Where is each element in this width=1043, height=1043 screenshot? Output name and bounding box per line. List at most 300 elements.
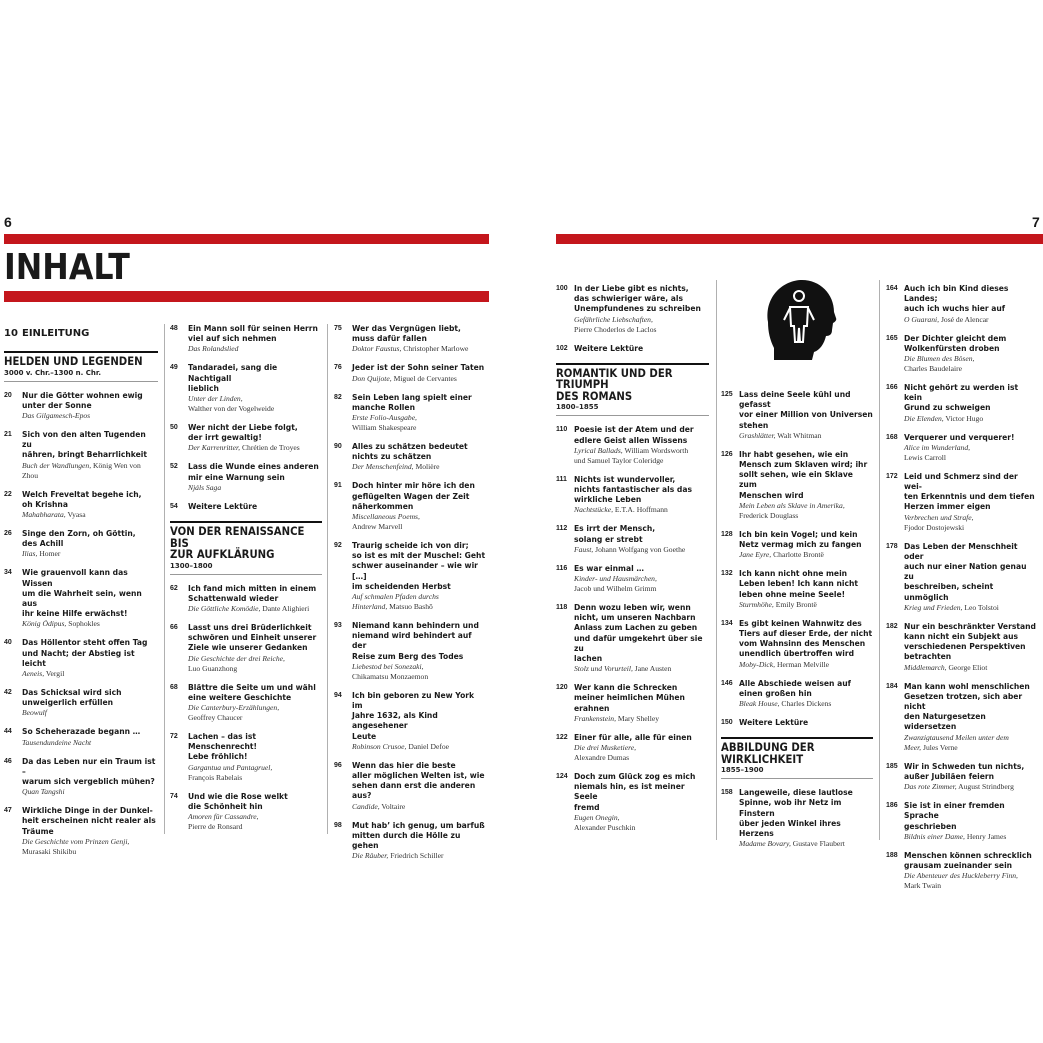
toc-entry-title: Tandaradei, sang die Nachtigall lieblich — [188, 363, 278, 393]
toc-entry-page-number: 76 — [334, 364, 342, 372]
toc-entry[interactable] — [170, 683, 322, 723]
toc-entry-page-number: 96 — [334, 761, 342, 769]
toc-entry-title: Man kann wohl menschlichen Gesetzen trotzen, sich aber nicht den Naturgesetzen widersetzen — [904, 681, 1030, 732]
toc-entry-title: Mut hab’ ich genug, um barfuß mitten durch die Hölle zu gehen — [352, 820, 485, 851]
toc-entry-body — [574, 284, 709, 335]
toc-entry[interactable] — [4, 757, 158, 798]
section-title: HELDEN UND LEGENDEN — [4, 354, 143, 368]
toc-entry-page-number: 146 — [721, 679, 733, 687]
toc-entry-body — [739, 788, 873, 849]
toc-entry-page-number: 66 — [170, 623, 178, 631]
toc-entry[interactable] — [170, 423, 322, 453]
toc-entry-source — [574, 813, 709, 833]
toc-entry-title: Jeder ist der Sohn seiner Taten — [352, 363, 485, 373]
toc-entry-body — [22, 806, 158, 857]
toc-entry[interactable] — [886, 542, 1038, 613]
toc-intro-label: EINLEITUNG — [22, 328, 90, 339]
toc-entry-page-number: 165 — [886, 334, 898, 342]
toc-entry-work: O Guarani, — [904, 314, 940, 324]
toc-entry-source — [739, 431, 873, 441]
toc-entry-body — [188, 423, 322, 453]
toc-entry[interactable] — [556, 772, 709, 833]
page-number-right: 7 — [1032, 214, 1040, 230]
toc-entry-source — [352, 374, 486, 384]
toc-entry[interactable] — [721, 530, 873, 560]
toc-entry-page-number: 184 — [886, 682, 898, 690]
toc-entry-source — [22, 708, 158, 718]
toc-entries — [170, 324, 322, 512]
toc-entry-title: Wenn das hier die beste aller möglichen Welten ist, wie sehen dann erst die anderen aus? — [352, 760, 485, 801]
toc-entry-body — [904, 682, 1038, 753]
toc-entry-body — [352, 481, 486, 532]
toc-entry-page-number: 42 — [4, 688, 12, 696]
toc-entry-page-number: 178 — [886, 542, 898, 550]
toc-entry-body — [22, 568, 158, 629]
toc-entry-page-number: 54 — [170, 502, 178, 510]
toc-entry-source — [352, 413, 486, 433]
toc-entry[interactable] — [170, 324, 322, 354]
toc-entry-body — [904, 622, 1038, 673]
toc-entry[interactable] — [170, 732, 322, 783]
section-years: 3000 v. Chr.–1300 n. Chr. — [4, 368, 158, 382]
toc-entry-author: Jane Austen — [634, 664, 672, 674]
toc-entry-work: Der Menschenfeind, — [352, 462, 414, 472]
toc-entry-work: Tausendundeine Nacht — [22, 737, 92, 747]
toc-entry[interactable] — [556, 683, 709, 724]
toc-entries — [170, 584, 322, 832]
toc-entry-body — [739, 569, 873, 610]
toc-entry[interactable] — [170, 363, 322, 414]
toc-entry-source — [22, 738, 158, 748]
toc-entry[interactable] — [4, 688, 158, 718]
toc-entry-body — [352, 541, 486, 612]
toc-entry-page-number: 188 — [886, 851, 898, 859]
toc-entry-author: Murasaki Shikibu — [22, 846, 77, 856]
toc-entry-source — [188, 604, 322, 614]
toc-entry-body — [352, 324, 486, 354]
toc-entry[interactable] — [886, 284, 1038, 325]
toc-entry[interactable] — [170, 462, 322, 492]
toc-entry-title: Alles zu schätzen bedeutet nichts zu schätzen — [352, 442, 468, 462]
column-divider — [327, 324, 328, 834]
toc-entry-source — [352, 512, 486, 532]
toc-entry-page-number: 124 — [556, 772, 568, 780]
toc-entry-author: Voltaire — [381, 801, 406, 811]
toc-entry-work: Liebestod bei Sonezaki, — [352, 661, 424, 671]
toc-column-6 — [886, 284, 1038, 900]
toc-entry-page-number: 98 — [334, 821, 342, 829]
toc-entry-author: Walther von der Vogelweide — [188, 404, 275, 414]
toc-entry[interactable] — [334, 363, 486, 383]
toc-entry-author: Leo Tolstoi — [964, 602, 999, 612]
toc-entry[interactable] — [721, 788, 873, 849]
toc-entry-work: Die Göttliche Komödie, — [188, 603, 261, 613]
toc-entry-body — [739, 530, 873, 560]
toc-entry-body — [188, 683, 322, 723]
toc-entry[interactable] — [886, 433, 1038, 463]
toc-entry-title: Weitere Lektüre — [574, 343, 644, 353]
toc-entry[interactable] — [556, 564, 709, 594]
toc-entry[interactable] — [556, 344, 709, 354]
toc-entry[interactable] — [886, 762, 1038, 792]
toc-entry-author: Pierre de Ronsard — [188, 821, 243, 831]
toc-entry[interactable] — [721, 390, 873, 441]
toc-entry-title: In der Liebe gibt es nichts, das schwieriger wäre, als Unempfundenes zu schreiben — [574, 284, 701, 314]
toc-entry-author: Vyasa — [67, 509, 86, 519]
toc-entry[interactable] — [170, 792, 322, 832]
toc-entry[interactable] — [334, 481, 486, 532]
toc-entry-work: Mahabharata, — [22, 509, 66, 519]
toc-entry-title: Weitere Lektüre — [188, 501, 258, 511]
toc-entry-work: Das Gilgamesch-Epos — [22, 410, 91, 420]
toc-entry-source — [574, 664, 709, 674]
toc-entry-work: Gefährliche Liebschaften, — [574, 314, 653, 324]
toc-entry[interactable] — [886, 334, 1038, 374]
toc-entry-body — [574, 683, 709, 724]
toc-entry[interactable] — [4, 568, 158, 629]
toc-entry[interactable] — [170, 502, 322, 512]
toc-entry[interactable] — [4, 529, 158, 559]
toc-entry-source — [352, 851, 486, 861]
toc-entry-title: Ihr habt gesehen, wie ein Mensch zum Sklaven wird; ihr sollt sehen, wie ein Sklave zum Menschen wird — [739, 449, 868, 500]
toc-entry-work: König Ödipus, — [22, 619, 67, 629]
toc-entry-source — [574, 574, 709, 594]
toc-entry[interactable] — [4, 638, 158, 679]
toc-entry-work: Aeneis, — [22, 668, 45, 678]
toc-entry-page-number: 46 — [4, 757, 12, 765]
toc-entry[interactable] — [721, 569, 873, 610]
toc-entry-page-number: 44 — [4, 728, 12, 736]
toc-entry-body — [739, 619, 873, 670]
toc-entry-work: Grashlätter, — [739, 430, 776, 440]
toc-entry-source — [904, 782, 1038, 792]
toc-entry-page-number: 185 — [886, 762, 898, 770]
toc-entry-title: Es irrt der Mensch, solang er strebt — [574, 524, 656, 544]
toc-entry-body — [574, 425, 709, 465]
toc-entry-body — [574, 772, 709, 833]
toc-entry-work: Die Elenden, — [904, 413, 944, 423]
toc-entry-author: Walt Whitman — [777, 430, 822, 440]
toc-entry[interactable] — [4, 806, 158, 857]
toc-entry-author: Charles Dickens — [781, 699, 832, 709]
toc-entry[interactable] — [4, 727, 158, 747]
toc-entry-work: Die Räuber, — [352, 851, 389, 861]
toc-entry-title: Ich fand mich mitten in einem Schattenwald wieder — [188, 583, 317, 603]
toc-entry-page-number: 164 — [886, 285, 898, 292]
toc-entry-source — [188, 483, 322, 493]
toc-entry[interactable] — [886, 801, 1038, 842]
toc-entry-title: Es war einmal … — [574, 563, 644, 573]
toc-entry-page-number: 90 — [334, 443, 342, 451]
toc-entry-title: Einer für alle, alle für einen — [574, 732, 692, 742]
toc-entry-source — [574, 743, 709, 763]
toc-entry-work: Die Geschichte der drei Reiche, — [188, 653, 285, 663]
toc-entry-page-number: 82 — [334, 393, 342, 401]
toc-entry-work: Nachtstücke, — [574, 505, 614, 515]
toc-entry-title: Wir in Schweden tun nichts, außer Jubiläen feiern — [904, 761, 1025, 781]
toc-entry-page-number: 94 — [334, 691, 342, 699]
toc-entry-work: Jane Eyre, — [739, 550, 772, 560]
toc-entry-page-number: 186 — [886, 802, 898, 810]
section-years: 1800–1855 — [556, 402, 709, 416]
toc-entry-body — [352, 761, 486, 812]
toc-entry-page-number: 182 — [886, 622, 898, 630]
toc-entry[interactable] — [334, 621, 486, 682]
toc-entry-source — [22, 549, 158, 559]
toc-entry-page-number: 92 — [334, 542, 342, 550]
toc-entry-body — [574, 475, 709, 516]
toc-entry-source — [352, 344, 486, 354]
toc-entry-title: Ich bin geboren zu New York im Jahre 1632, als Kind angesehener Leute — [352, 690, 475, 741]
toc-entry-source — [739, 550, 873, 560]
toc-entry-title: Denn wozu leben wir, wenn nicht, um unseren Nachbarn Anlass zum Lachen zu geben und dafür umgekehrt über sie zu lachen — [574, 602, 703, 663]
section-heading — [721, 737, 873, 779]
toc-entry[interactable] — [334, 442, 486, 472]
toc-entry-page-number: 52 — [170, 463, 178, 471]
toc-entry-author: Friedrich Schiller — [390, 851, 444, 861]
toc-entry-work: Zwanzigtausend Meilen unter dem Meer, — [904, 732, 1009, 752]
toc-entry[interactable] — [556, 603, 709, 674]
toc-entry-author: Matsuo Bashō — [389, 602, 433, 612]
column-divider — [879, 280, 880, 840]
toc-entry-title: Welch Freveltat begehe ich, oh Krishna — [22, 489, 142, 509]
toc-entry-work: Der Karrenritter, — [188, 443, 241, 453]
toc-entry-source — [22, 837, 158, 857]
toc-entry[interactable] — [556, 425, 709, 465]
toc-entry[interactable] — [886, 851, 1038, 891]
toc-entry-title: Langeweile, diese lautlose Spinne, wob ihr Netz im Finstern über jeden Winkel ihres Herzens — [739, 788, 853, 839]
toc-entry-source — [739, 699, 873, 709]
toc-entry-page-number: 116 — [556, 564, 568, 572]
toc-entry-title: Das Höllentor steht offen Tag und Nacht; der Abstieg ist leicht — [22, 638, 148, 668]
toc-entry[interactable] — [721, 679, 873, 709]
toc-entry-body — [22, 490, 158, 520]
silhouette-head-figure-icon — [758, 278, 838, 360]
toc-entry[interactable] — [721, 450, 873, 521]
toc-entry[interactable] — [334, 324, 486, 354]
toc-entry-work: Don Quijote, — [352, 373, 392, 383]
toc-entry-body — [739, 390, 873, 441]
toc-column-4 — [556, 284, 709, 842]
toc-entries — [556, 284, 709, 354]
toc-entry-title: Leid und Schmerz sind der wei- ten Erkenntnis und dem tiefen Herzen immer eigen — [904, 471, 1035, 512]
toc-entry-body — [22, 638, 158, 679]
toc-entry-title: Ich kann nicht ohne mein Leben leben! Ich kann nicht leben ohne meine Seele! — [739, 569, 859, 599]
toc-entry-body — [904, 851, 1038, 891]
toc-entry[interactable] — [170, 623, 322, 674]
toc-entry-author: Molière — [415, 462, 440, 472]
toc-entry-page-number: 22 — [4, 490, 12, 498]
toc-entry-work: Bildnis einer Dame, — [904, 831, 965, 841]
toc-entry-source — [904, 315, 1038, 325]
toc-entry-author: Andrew Marvell — [352, 522, 403, 532]
toc-entry-source — [904, 832, 1038, 842]
toc-entry-body — [352, 821, 486, 862]
toc-intro[interactable] — [4, 328, 158, 339]
toc-entry-body — [188, 732, 322, 783]
toc-entry-title: Poesie ist der Atem und der edlere Geist allen Wissens — [574, 425, 694, 445]
toc-entry[interactable] — [334, 691, 486, 752]
column-divider — [164, 324, 165, 834]
toc-entry-source — [352, 802, 486, 812]
page-number-left: 6 — [4, 214, 12, 230]
toc-entry-author: Luo Guanzhong — [188, 663, 238, 673]
toc-entry[interactable] — [886, 682, 1038, 753]
toc-entries — [886, 284, 1038, 891]
toc-entry[interactable] — [556, 524, 709, 554]
toc-entry-page-number: 49 — [170, 364, 178, 372]
toc-entry-title: Sein Leben lang spielt einer manche Rollen — [352, 392, 472, 412]
toc-entry-author: Miguel de Cervantes — [393, 373, 457, 383]
toc-entry-source — [352, 662, 486, 682]
toc-entry-author: Pierre Choderlos de Laclos — [574, 324, 657, 334]
toc-entry-page-number: 120 — [556, 684, 568, 692]
toc-entry-body — [188, 792, 322, 832]
toc-entry[interactable] — [334, 393, 486, 433]
toc-entry[interactable] — [886, 383, 1038, 424]
toc-entry[interactable] — [886, 622, 1038, 673]
toc-entry-work: Ilias, — [22, 549, 38, 559]
toc-entry-body — [574, 564, 709, 594]
toc-entry-title: Wer das Vergnügen liebt, muss dafür fallen — [352, 324, 461, 344]
toc-entry-title: Sich von den alten Tugenden zu nähren, bringt Beharrlichkeit — [22, 429, 147, 460]
toc-entry-work: Candide, — [352, 801, 380, 811]
toc-entry[interactable] — [334, 541, 486, 612]
toc-entry-title: Wer kann die Schrecken meiner heimlichen Mühen erahnen — [574, 683, 685, 713]
toc-entry-author: Charlotte Brontë — [773, 550, 824, 560]
toc-entry-source — [574, 545, 709, 555]
toc-entry-body — [352, 621, 486, 682]
toc-entry[interactable] — [556, 475, 709, 516]
toc-entry[interactable] — [886, 472, 1038, 533]
toc-entry-title: Traurig scheide ich von dir; so ist es mit der Muschel: Geht schwer auseinander – wie wir […] im scheidenden Herbst — [352, 541, 486, 591]
toc-entry-body — [574, 524, 709, 554]
toc-entry[interactable] — [556, 284, 709, 335]
toc-entry-body — [188, 462, 322, 492]
toc-entry-source — [904, 663, 1038, 673]
page-title: INHALT — [4, 247, 130, 288]
toc-entry-body — [22, 727, 158, 747]
toc-entry-source — [574, 315, 709, 335]
toc-entry-source — [22, 669, 158, 679]
toc-entry-source — [739, 839, 873, 849]
toc-entry-author: Jacob und Wilhelm Grimm — [574, 583, 657, 593]
toc-entry-page-number: 68 — [170, 683, 178, 691]
toc-entry-work: Unter der Linden, — [188, 394, 243, 404]
toc-entry-author: Dante Alighieri — [262, 603, 310, 613]
toc-entry-body — [188, 584, 322, 614]
toc-entry-title: Auch ich bin Kind dieses Landes; auch ich wuchs hier auf — [904, 284, 1009, 314]
toc-entry-source — [22, 787, 158, 797]
toc-entry-title: Da das Leben nur ein Traum ist – warum sich vergeblich mühen? — [22, 756, 156, 786]
toc-entry-body — [904, 472, 1038, 533]
toc-entry-page-number: 62 — [170, 584, 178, 592]
toc-entry-body — [22, 529, 158, 559]
toc-entry-body — [904, 334, 1038, 374]
toc-entry-source — [22, 510, 158, 520]
toc-entry-work: Die Geschichte vom Prinzen Genji, — [22, 836, 130, 846]
toc-entry-title: Nicht gehört zu werden ist kein Grund zu schweigen — [904, 383, 1019, 413]
toc-entry-source — [739, 501, 873, 521]
toc-entry-work: Krieg und Frieden, — [904, 602, 963, 612]
toc-entry-work: Verbrechen und Strafe, — [904, 512, 974, 522]
toc-entry-work: Das Rolandslied — [188, 344, 239, 354]
toc-entry-source — [188, 394, 322, 414]
toc-entry-work: Die drei Musketiere, — [574, 742, 637, 752]
toc-entry-body — [352, 442, 486, 472]
toc-entry-work: Sturmhöhe, — [739, 599, 774, 609]
toc-entry-title: Das Schicksal wird sich unweigerlich erfüllen — [22, 687, 122, 708]
toc-entry-page-number: 134 — [721, 619, 733, 627]
toc-entry-page-number: 74 — [170, 792, 178, 800]
toc-entry-work: Bleak House, — [739, 699, 780, 709]
toc-entries — [556, 425, 709, 832]
toc-entry[interactable] — [334, 761, 486, 812]
toc-entry-author: Sophokles — [68, 619, 100, 629]
toc-entry-page-number: 48 — [170, 325, 178, 332]
toc-entry-author: Vergil — [45, 668, 65, 678]
toc-entries — [4, 391, 158, 857]
toc-entry-body — [904, 284, 1038, 325]
toc-entry-page-number: 91 — [334, 482, 342, 490]
section-heading — [556, 363, 709, 417]
toc-entry-title: Doch zum Glück zog es mich niemals hin, es ist meiner Seele fremd — [574, 771, 696, 812]
toc-entry-page-number: 75 — [334, 325, 342, 332]
toc-entry-work: Miscellaneous Poems, — [352, 512, 420, 522]
toc-entry-author: Alexander Puschkin — [574, 822, 636, 832]
toc-entry[interactable] — [556, 733, 709, 763]
toc-entry-body — [352, 363, 486, 383]
toc-entry-author: Gustave Flaubert — [792, 839, 845, 849]
toc-entry-source — [904, 354, 1038, 374]
toc-entry-source — [352, 462, 486, 472]
toc-entry[interactable] — [170, 584, 322, 614]
toc-entry-body — [904, 433, 1038, 463]
toc-entry-title: Blättre die Seite um und wähl eine weitere Geschichte — [188, 682, 316, 702]
toc-entry-title: Niemand kann behindern und niemand wird behindert auf der Reise zum Berg des Todes — [352, 621, 479, 661]
toc-entry-author: José de Alencar — [940, 314, 989, 324]
toc-entry[interactable] — [721, 718, 873, 728]
toc-entry-body — [188, 363, 322, 414]
toc-entry-title: Singe den Zorn, oh Göttin, des Achill — [22, 528, 136, 549]
toc-entry-source — [352, 592, 486, 612]
toc-entry-body — [22, 688, 158, 718]
section-heading — [170, 521, 322, 575]
toc-entry[interactable] — [4, 490, 158, 520]
toc-entry-source — [188, 763, 322, 783]
toc-entry-page-number: 118 — [556, 603, 568, 611]
toc-entry-work: Die Canterbury-Erzählungen, — [188, 702, 280, 712]
toc-entry-source — [739, 600, 873, 610]
toc-entry-page-number: 50 — [170, 424, 178, 432]
toc-entry[interactable] — [4, 391, 158, 421]
toc-entry-work: Stolz und Vorurteil, — [574, 664, 633, 674]
toc-entry-page-number: 26 — [4, 529, 12, 537]
toc-entry-work: Die Blumen des Bösen, — [904, 354, 975, 364]
toc-entry-source — [22, 461, 158, 481]
toc-entry-page-number: 20 — [4, 391, 12, 399]
toc-entry-work: Erste Folio-Ausgabe, — [352, 413, 417, 423]
toc-entry-work: Alice im Wunderland, — [904, 442, 971, 452]
toc-entry[interactable] — [721, 619, 873, 670]
toc-entry-author: Alexandre Dumas — [574, 752, 630, 762]
toc-entry[interactable] — [4, 430, 158, 481]
toc-entry-page-number: 122 — [556, 733, 568, 741]
toc-entry[interactable] — [334, 821, 486, 862]
toc-entry-source — [904, 513, 1038, 533]
toc-entry-author: William Shakespeare — [352, 423, 417, 433]
toc-entries — [721, 390, 873, 728]
